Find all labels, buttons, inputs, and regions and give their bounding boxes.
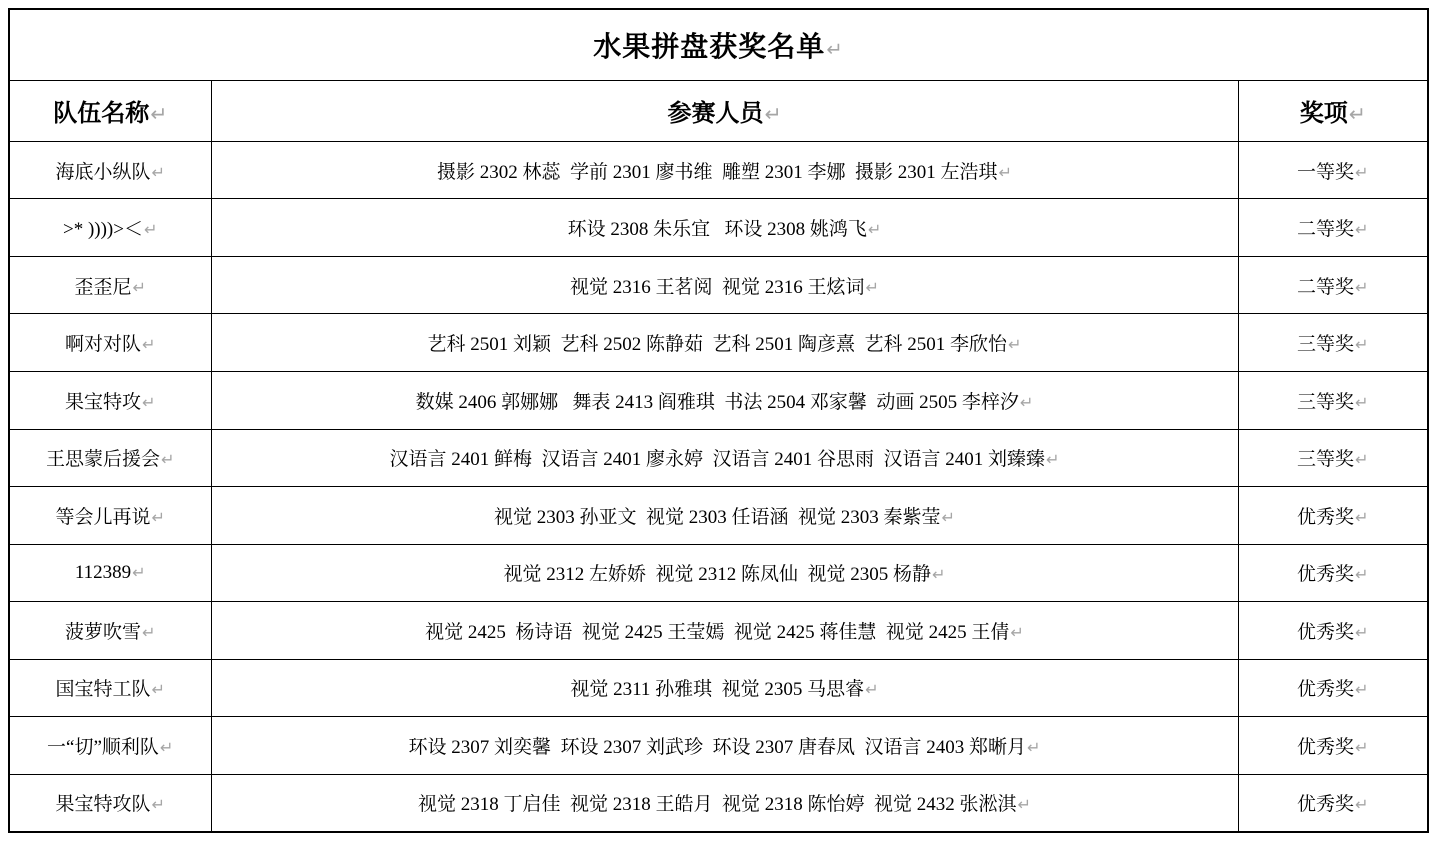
paragraph-mark-icon: ↵ <box>1007 335 1022 355</box>
paragraph-mark-icon: ↵ <box>1354 220 1369 240</box>
team-name-cell[interactable]: 等会儿再说↵ <box>9 487 211 545</box>
table-title-cell[interactable] <box>9 9 1428 81</box>
team-name-cell[interactable]: >* ))))>＜↵ <box>9 199 211 257</box>
award-table <box>8 8 1429 833</box>
paragraph-mark-icon: ↵ <box>143 220 158 240</box>
table-row <box>9 199 1428 257</box>
paragraph-mark-icon: ↵ <box>1354 622 1369 642</box>
paragraph-mark-icon: ↵ <box>151 795 166 815</box>
team-name-cell[interactable]: 啊对对队↵ <box>9 314 211 372</box>
paragraph-mark-icon: ↵ <box>1354 450 1369 470</box>
participants-cell[interactable]: 视觉 2318 丁启佳 视觉 2318 王皓月 视觉 2318 陈怡婷 视觉 2432 张淞淇↵ <box>211 774 1238 832</box>
table-row <box>9 429 1428 487</box>
award-cell[interactable]: 一等奖↵ <box>1238 141 1428 199</box>
table-row <box>9 774 1428 832</box>
paragraph-mark-icon: ↵ <box>865 680 879 700</box>
title-row <box>9 9 1428 81</box>
column-header-award[interactable]: 奖项↵ <box>1238 81 1428 142</box>
column-header-participants[interactable]: 参赛人员↵ <box>211 81 1238 142</box>
participants-cell[interactable]: 环设 2307 刘奕馨 环设 2307 刘武珍 环设 2307 唐春凤 汉语言 2403 郑晰月↵ <box>211 717 1238 775</box>
column-header-team[interactable]: 队伍名称↵ <box>9 81 211 142</box>
table-row <box>9 659 1428 717</box>
table-row <box>9 602 1428 660</box>
table-row <box>9 371 1428 429</box>
paragraph-mark-icon: ↵ <box>151 162 166 182</box>
team-name-cell[interactable]: 海底小纵队↵ <box>9 141 211 199</box>
paragraph-mark-icon: ↵ <box>132 562 146 582</box>
table-row <box>9 314 1428 372</box>
team-name-cell[interactable]: 王思蒙后援会↵ <box>9 429 211 487</box>
header-row <box>9 81 1428 142</box>
award-cell[interactable]: 二等奖↵ <box>1238 199 1428 257</box>
award-cell[interactable]: 优秀奖↵ <box>1238 487 1428 545</box>
paragraph-mark-icon: ↵ <box>865 277 880 297</box>
participants-cell[interactable]: 视觉 2425 杨诗语 视觉 2425 王莹嫣 视觉 2425 蒋佳慧 视觉 2425 王倩↵ <box>211 602 1238 660</box>
paragraph-mark-icon: ↵ <box>160 450 175 470</box>
team-name-cell[interactable]: 歪歪尼↵ <box>9 256 211 314</box>
paragraph-mark-icon: ↵ <box>1354 335 1369 355</box>
award-cell[interactable]: 三等奖↵ <box>1238 429 1428 487</box>
award-cell[interactable]: 优秀奖↵ <box>1238 717 1428 775</box>
award-cell[interactable]: 二等奖↵ <box>1238 256 1428 314</box>
paragraph-mark-icon: ↵ <box>132 277 147 297</box>
paragraph-mark-icon: ↵ <box>151 680 166 700</box>
table-row <box>9 544 1428 602</box>
award-cell[interactable]: 优秀奖↵ <box>1238 544 1428 602</box>
team-name-cell[interactable]: 112389↵ <box>9 544 211 602</box>
team-name-cell[interactable]: 果宝特攻队↵ <box>9 774 211 832</box>
table-row <box>9 141 1428 199</box>
paragraph-mark-icon: ↵ <box>159 738 174 757</box>
participants-cell[interactable]: 视觉 2316 王茗阅 视觉 2316 王炫词↵ <box>211 256 1238 314</box>
participants-cell[interactable]: 摄影 2302 林蕊 学前 2301 廖书维 雕塑 2301 李娜 摄影 2301 左浩琪↵ <box>211 141 1238 199</box>
paragraph-mark-icon: ↵ <box>867 220 882 240</box>
participants-cell[interactable]: 数媒 2406 郭娜娜 舞表 2413 阎雅琪 书法 2504 邓家馨 动画 2505 李梓汐↵ <box>211 371 1238 429</box>
participants-cell[interactable]: 视觉 2311 孙雅琪 视觉 2305 马思睿↵ <box>211 659 1238 717</box>
team-name-cell[interactable]: 一“切”顺利队↵ <box>9 717 211 775</box>
paragraph-mark-icon: ↵ <box>1354 738 1369 757</box>
team-name-cell[interactable]: 国宝特工队↵ <box>9 659 211 717</box>
paragraph-mark-icon: ↵ <box>1026 738 1041 757</box>
team-name-cell[interactable]: 果宝特攻↵ <box>9 371 211 429</box>
paragraph-mark-icon: ↵ <box>1348 102 1366 127</box>
award-cell[interactable]: 优秀奖↵ <box>1238 774 1428 832</box>
paragraph-mark-icon: ↵ <box>1045 450 1060 470</box>
award-cell[interactable]: 三等奖↵ <box>1238 314 1428 372</box>
paragraph-mark-icon: ↵ <box>826 38 844 62</box>
paragraph-mark-icon: ↵ <box>141 622 156 642</box>
paragraph-mark-icon: ↵ <box>998 162 1013 182</box>
paragraph-mark-icon: ↵ <box>1019 392 1034 412</box>
participants-cell[interactable]: 艺科 2501 刘颖 艺科 2502 陈静茹 艺科 2501 陶彦熹 艺科 2501 李欣怡↵ <box>211 314 1238 372</box>
paragraph-mark-icon: ↵ <box>1354 795 1369 815</box>
paragraph-mark-icon: ↵ <box>1354 277 1369 297</box>
paragraph-mark-icon: ↵ <box>764 102 782 127</box>
paragraph-mark-icon: ↵ <box>1354 162 1369 182</box>
table-row <box>9 487 1428 545</box>
paragraph-mark-icon: ↵ <box>141 392 156 412</box>
page-title: 水果拼盘获奖名单 <box>593 32 826 64</box>
paragraph-mark-icon: ↵ <box>931 565 946 585</box>
paragraph-mark-icon: ↵ <box>150 102 168 127</box>
team-name-cell[interactable]: 菠萝吹雪↵ <box>9 602 211 660</box>
paragraph-mark-icon: ↵ <box>1010 622 1024 642</box>
paragraph-mark-icon: ↵ <box>151 507 166 527</box>
award-cell[interactable]: 三等奖↵ <box>1238 371 1428 429</box>
paragraph-mark-icon: ↵ <box>1354 680 1369 700</box>
award-cell[interactable]: 优秀奖↵ <box>1238 602 1428 660</box>
participants-cell[interactable]: 环设 2308 朱乐宜 环设 2308 姚鸿飞↵ <box>211 199 1238 257</box>
paragraph-mark-icon: ↵ <box>141 335 156 355</box>
paragraph-mark-icon: ↵ <box>1354 507 1369 527</box>
participants-cell[interactable]: 汉语言 2401 鲜梅 汉语言 2401 廖永婷 汉语言 2401 谷思雨 汉语言 2401 刘臻臻↵ <box>211 429 1238 487</box>
paragraph-mark-icon: ↵ <box>941 507 956 527</box>
participants-cell[interactable]: 视觉 2312 左娇娇 视觉 2312 陈凤仙 视觉 2305 杨静↵ <box>211 544 1238 602</box>
paragraph-mark-icon: ↵ <box>1354 565 1369 585</box>
paragraph-mark-icon: ↵ <box>1017 795 1032 815</box>
award-cell[interactable]: 优秀奖↵ <box>1238 659 1428 717</box>
participants-cell[interactable]: 视觉 2303 孙亚文 视觉 2303 任语涵 视觉 2303 秦紫莹↵ <box>211 487 1238 545</box>
paragraph-mark-icon: ↵ <box>1354 392 1369 412</box>
table-row <box>9 717 1428 775</box>
table-row <box>9 256 1428 314</box>
